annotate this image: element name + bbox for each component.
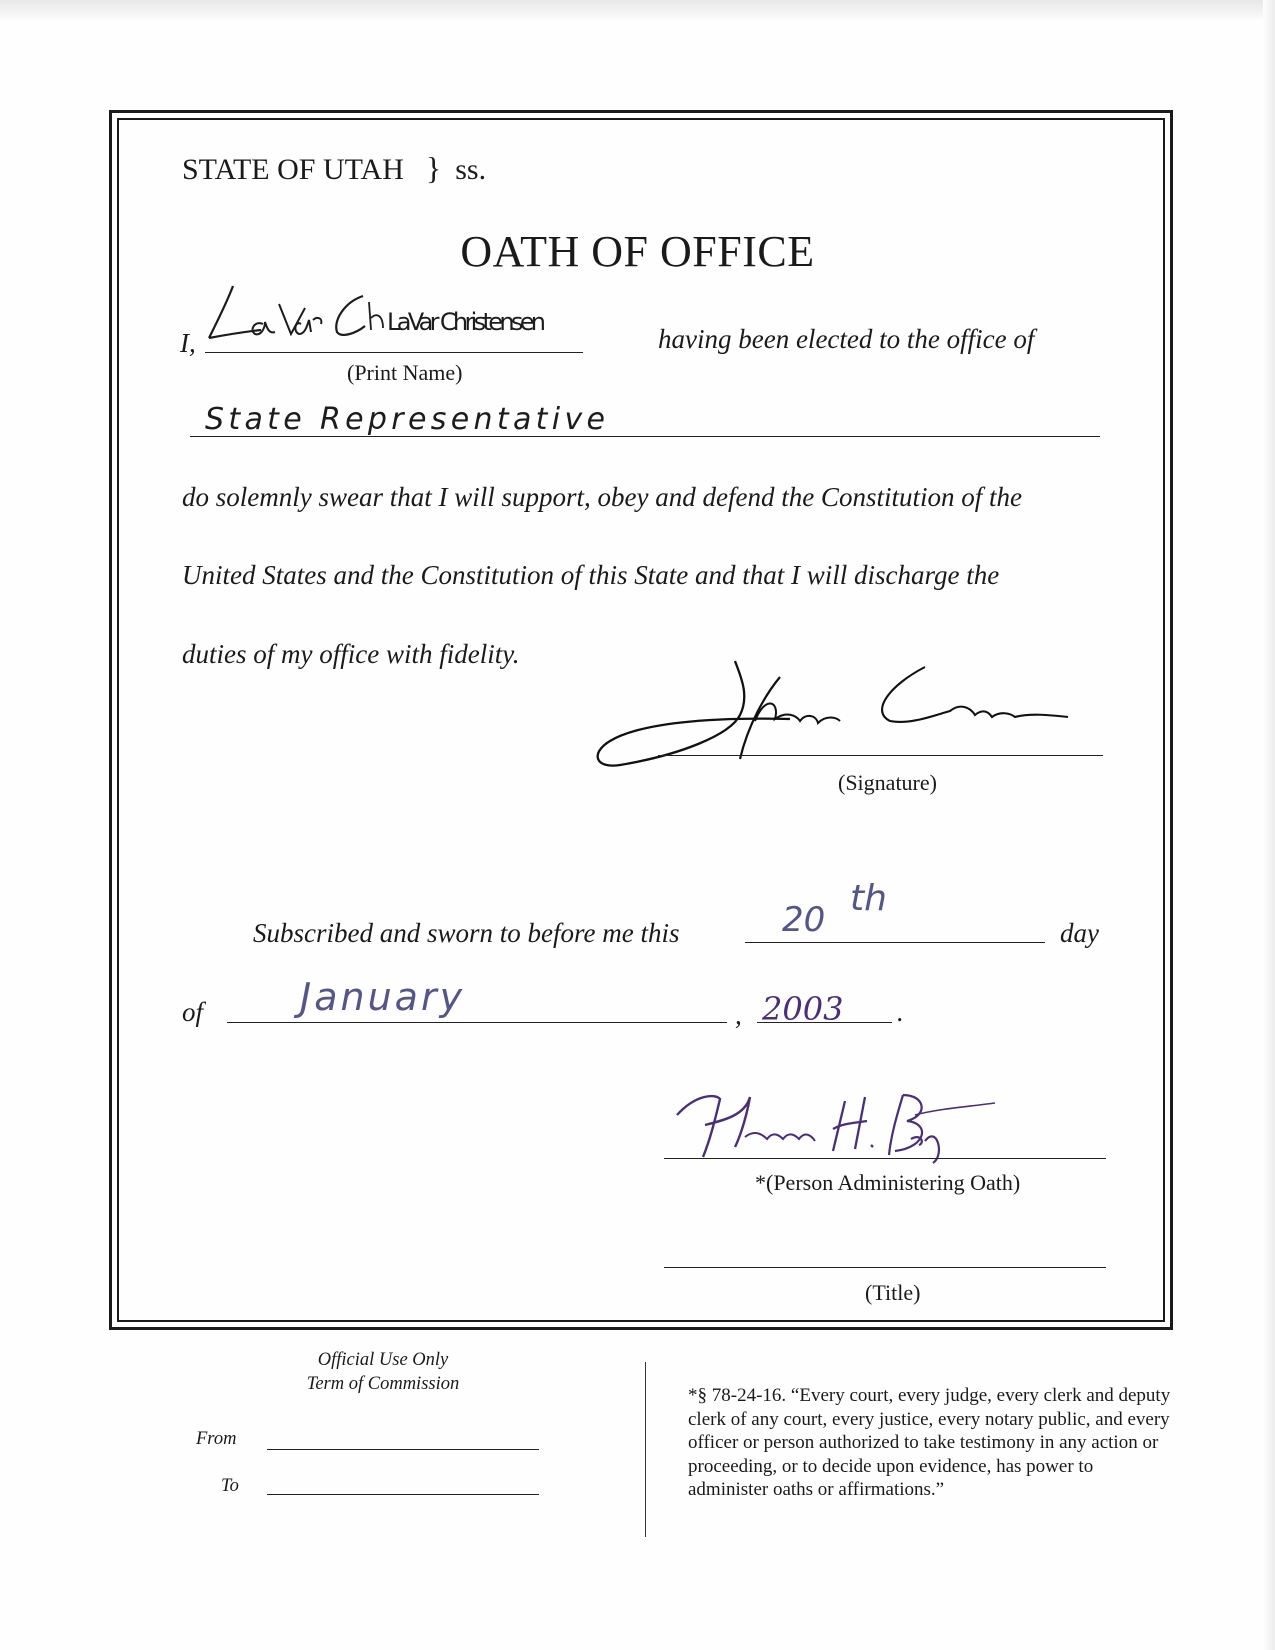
brace: } <box>425 150 442 186</box>
date-period: . <box>897 997 904 1027</box>
title-underline <box>664 1267 1106 1268</box>
official-use-line-1: Official Use Only <box>317 1350 449 1370</box>
month-value: January <box>300 975 466 1019</box>
title-caption: (Title) <box>865 1280 921 1305</box>
day-value: 20 <box>782 900 826 940</box>
name-prefix: I, <box>180 328 196 358</box>
oath-line-2: United States and the Constitution of this State and that I will discharge the <box>182 560 1000 590</box>
state-header <box>182 150 486 187</box>
printed-name-handwriting <box>205 280 585 352</box>
year-value: 2003 <box>762 990 844 1028</box>
from-underline[interactable] <box>267 1449 539 1450</box>
state-name: STATE OF UTAH <box>182 153 404 186</box>
administrator-caption: *(Person Administering Oath) <box>755 1170 1021 1195</box>
administrator-signature-handwriting <box>675 1085 1005 1165</box>
administrator-signature-text: Norman H. Bangerter <box>775 1135 784 1136</box>
signature-underline <box>658 755 1103 756</box>
of-word: of <box>182 997 204 1027</box>
printed-name-text: LaVar Christensen <box>387 308 547 336</box>
ss-label: ss. <box>455 153 487 186</box>
day-suffix: th <box>850 878 887 919</box>
signature-caption: (Signature) <box>838 770 937 795</box>
print-name-caption: (Print Name) <box>347 360 463 385</box>
to-underline[interactable] <box>267 1494 539 1495</box>
from-label: From <box>196 1429 237 1449</box>
scan-top-edge <box>0 0 1275 22</box>
office-text: State Representative <box>205 402 605 437</box>
footer-divider <box>645 1362 646 1537</box>
oath-line-3: duties of my office with fidelity. <box>182 639 520 669</box>
to-label: To <box>221 1476 239 1496</box>
sworn-text: Subscribed and sworn to before me this <box>253 918 680 948</box>
office-underline <box>190 436 1100 437</box>
month-underline <box>227 1022 727 1023</box>
day-underline <box>745 942 1045 943</box>
name-underline <box>205 352 583 353</box>
oath-line-1: do solemnly swear that I will support, obey and defend the Constitution of the <box>182 482 1022 512</box>
official-use-line-2: Term of Commission <box>306 1374 460 1394</box>
date-comma: , <box>735 1000 742 1030</box>
elected-text: having been elected to the office of <box>658 324 1035 354</box>
administrator-underline <box>664 1158 1106 1159</box>
day-word: day <box>1060 918 1099 948</box>
statute-footnote: *§ 78-24-16. “Every court, every judge, every clerk and deputy clerk of any court, every justice, every notary public, and every officer or person authorized to take testimony in any action or proceeding, or to decide upon evidence, has power to administer oaths or affirmations.” <box>688 1385 1171 1500</box>
signature-text: LaVar Christensen <box>790 711 800 712</box>
year-underline <box>757 1022 892 1023</box>
document-title: OATH OF OFFICE <box>460 227 815 276</box>
signature-handwriting <box>590 655 1120 775</box>
